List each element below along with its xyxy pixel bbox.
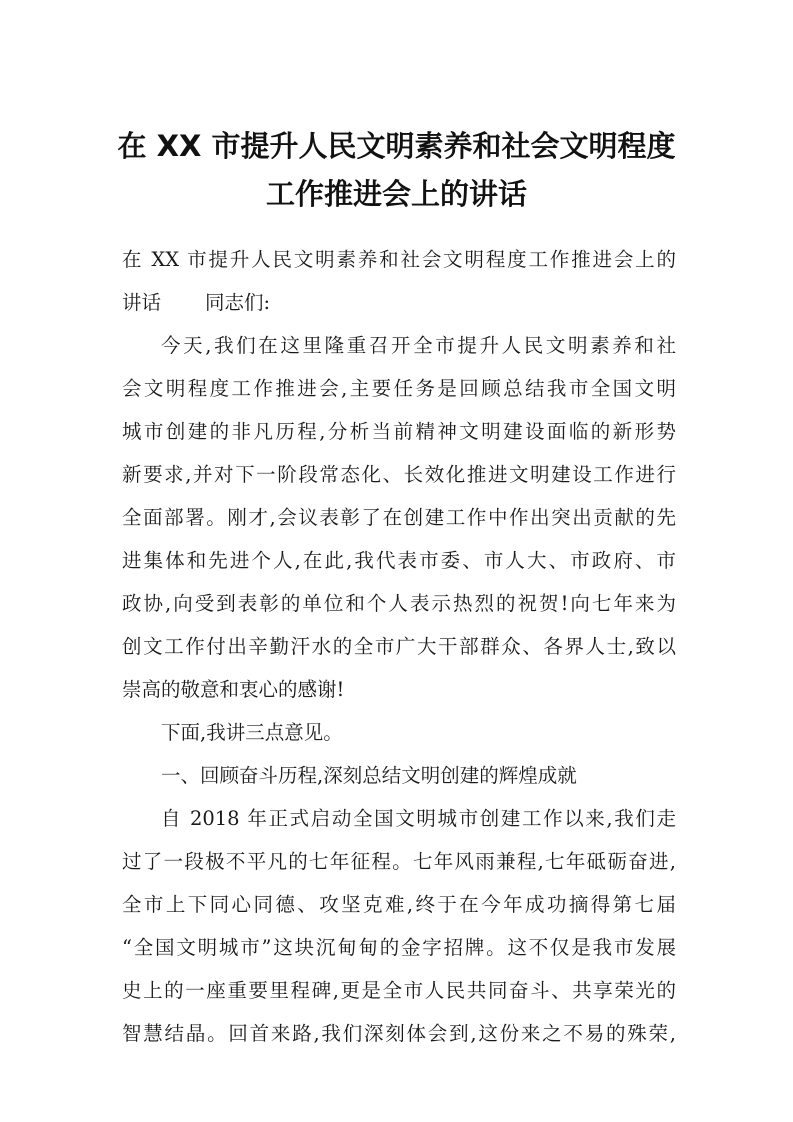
- section-heading: 一、回顾奋斗历程,深刻总结文明创建的辉煌成就: [161, 764, 577, 787]
- body-line: 智慧结晶。回首来路,我们深刻体会到,这份来之不易的殊荣,: [122, 1022, 676, 1045]
- body-line: “全国文明城市”这块沉甸甸的金字招牌。这不仅是我市发展: [122, 936, 676, 959]
- body-line: 在 XX 市提升人民文明素养和社会文明程度工作推进会上的: [122, 248, 676, 271]
- body-line: 自 2018 年正式启动全国文明城市创建工作以来,我们走: [161, 807, 676, 830]
- body-line: 下面,我讲三点意见。: [161, 721, 343, 744]
- body-line: 全市上下同心同德、攻坚克难,终于在今年成功摘得第七届: [122, 893, 676, 916]
- document-title-line-2: 工作推进会上的讲话: [265, 177, 527, 211]
- body-line: 史上的一座重要里程碑,更是全市人民共同奋斗、共享荣光的: [122, 979, 676, 1002]
- body-line: 全面部署。刚才,会议表彰了在创建工作中作出突出贡献的先: [122, 506, 676, 529]
- body-line: 政协,向受到表彰的单位和个人表示热烈的祝贺!向七年来为: [122, 592, 676, 615]
- document-title-line-1: 在 XX 市提升人民文明素养和社会文明程度: [117, 129, 676, 163]
- body-line: 创文工作付出辛勤汗水的全市广大干部群众、各界人士,致以: [122, 635, 676, 658]
- body-line: 今天,我们在这里隆重召开全市提升人民文明素养和社: [161, 334, 676, 357]
- body-line: [122, 289, 676, 317]
- body-line: 城市创建的非凡历程,分析当前精神文明建设面临的新形势: [122, 420, 676, 443]
- body-line: 崇高的敬意和衷心的感谢!: [122, 678, 345, 701]
- body-line: 进集体和先进个人,在此,我代表市委、市人大、市政府、市: [122, 549, 676, 572]
- body-line: 新要求,并对下一阶段常态化、长效化推进文明建设工作进行: [122, 463, 676, 486]
- body-line: 过了一段极不平凡的七年征程。七年风雨兼程,七年砥砺奋进,: [122, 850, 676, 873]
- body-line-text: 讲话: [122, 291, 162, 314]
- salutation: 同志们:: [205, 291, 271, 314]
- body-line: 会文明程度工作推进会,主要任务是回顾总结我市全国文明: [122, 377, 676, 400]
